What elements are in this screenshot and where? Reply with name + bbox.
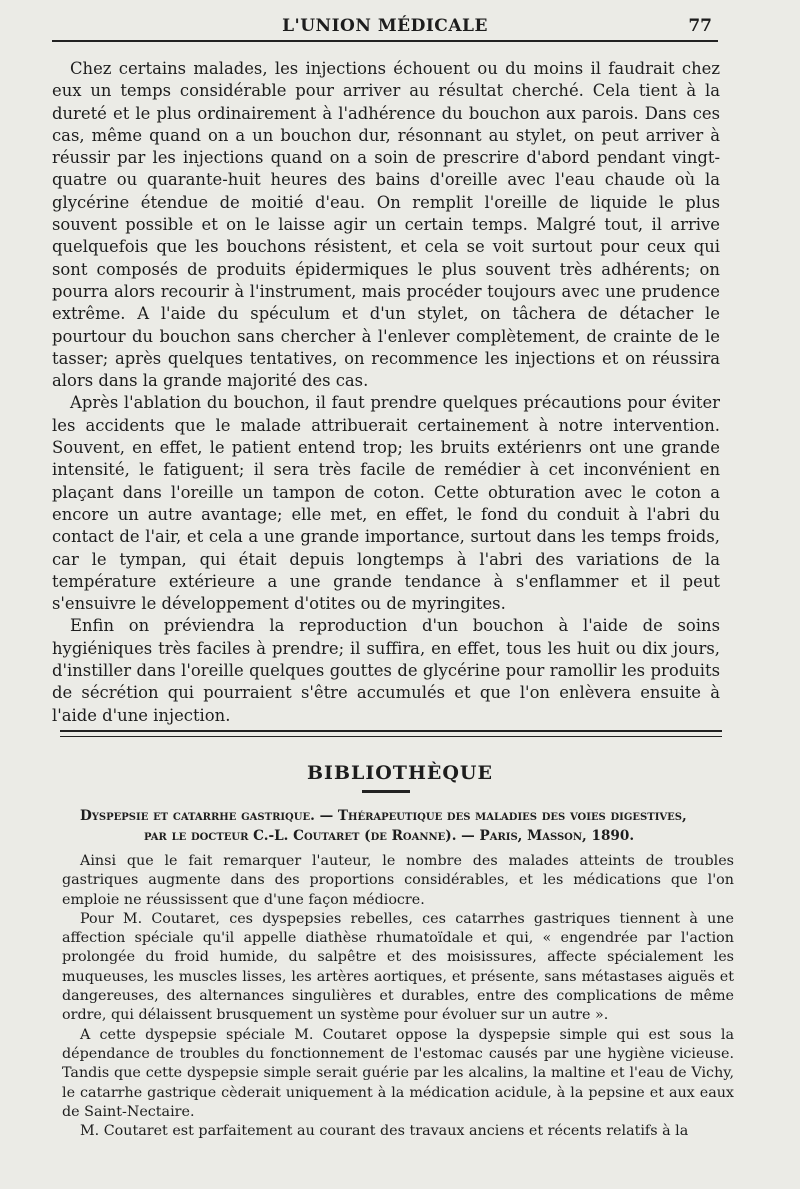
body-paragraph: Enfin on préviendra la reproduction d'un bouchon à l'aide de soins hygiéniques très faciles à prendre; il suffira, en effet, tous les huit ou dix jours, d'instiller dans l'oreille quelques gouttes de glycérine pour ramollir les produits de sécrétion qui pourraient s'être accumulés et que l'on enlèvera ensuite à l'aide d'une injection. (52, 616, 720, 725)
citation-author: par le docteur C.-L. Coutaret (de Roanne). — Paris, Masson, 1890. (144, 828, 635, 844)
review-paragraph: M. Coutaret est parfaitement au courant des travaux anciens et récents relatifs à la (80, 1123, 689, 1140)
review-paragraph: Pour M. Coutaret, ces dyspepsies rebelles, ces catarrhes gastriques tiennent à une affection spéciale qu'il appelle diathèse rhumatoïdale et qui, « engendrée par l'action prolongée du froid humide, du salpêtre et des moisissures, affecte spécialement les muqueuses, les muscles lisses, les artères aortiques, et présente, sans métastases aiguës et dangereuses, des alternances singulières et durables, entre des complications de même ordre, qui délaissent brusquement un système pour évoluer sur un autre ». (62, 910, 734, 1024)
review-paragraph: Ainsi que le fait remarquer l'auteur, le nombre des malades atteints de troubles gastriques augmente dans des proportions considérables, et les médications que l'on emploie ne réussissent que d'une façon médiocre. (62, 853, 734, 908)
book-citation (80, 806, 720, 846)
page-number: 77 (688, 16, 712, 36)
review-paragraph: A cette dyspepsie spéciale M. Coutaret oppose la dyspepsie simple qui est sous la dépendance de troubles du fonctionnement de l'estomac causés par une hygiène vicieuse. Tandis que cette dyspepsie simple serait guérie par les alcalins, la maltine et l'eau de Vichy, le catarrhe gastrique cèderait uniquement à la médication acidule, à la pepsine et aux eaux de Saint-Nectaire. (62, 1026, 734, 1120)
section-divider (60, 730, 722, 737)
book-review (62, 852, 734, 1141)
page-header (52, 14, 718, 42)
running-title: L'UNION MÉDICALE (282, 16, 488, 36)
article-body (52, 58, 720, 727)
citation-title: Dyspepsie et catarrhe gastrique. — Thérapeutique des maladies des voies digestives, (80, 808, 687, 824)
body-paragraph: Après l'ablation du bouchon, il faut prendre quelques précautions pour éviter les accidents que le malade attribuerait certainement à notre intervention. Souvent, en effet, le patient entend trop; les bruits extérienrs ont une grande intensité, le fatiguent; il sera très facile de remédier à cet inconvénient en plaçant dans l'oreille un tampon de coton. Cette obturation avec le coton a encore un autre avantage; elle met, en effet, le fond du conduit à l'abri du contact de l'air, et cela a une grande importance, surtout dans les temps froids, car le tympan, qui était depuis longtemps à l'abri des variations de la température extérieure a une grande tendance à s'enflammer et il peut s'ensuivre le développement d'otites ou de myringites. (52, 393, 720, 614)
section-heading: BIBLIOTHÈQUE (307, 762, 493, 784)
heading-underline (362, 790, 410, 793)
body-paragraph: Chez certains malades, les injections échouent ou du moins il faudrait chez eux un temps considérable pour arriver au résultat cherché. Cela tient à la dureté et le plus ordinairement à l'adhérence du bouchon aux parois. Dans ces cas, même quand on a un bouchon dur, résonnant au stylet, on peut arriver à réussir par les injections quand on a soin de prescrire d'abord pendant vingt-quatre ou quarante-huit heures des bains d'oreille avec l'eau chaude où la glycérine étendue de moitié d'eau. On remplit l'oreille de liquide le plus souvent possible et on le laisse agir un certain temps. Malgré tout, il arrive quelquefois que les bouchons résistent, et cela se voit surtout pour ceux qui sont composés de produits épidermiques le plus souvent très adhérents; on pourra alors recourir à l'instrument, mais procéder toujours avec une prudence extrême. A l'aide du spéculum et d'un stylet, on tâchera de détacher le pourtour du bouchon sans chercher à l'enlever complètement, de crainte de le tasser; après quelques tentatives, on recommence les injections et on réussira alors dans la grande majorité des cas. (52, 59, 720, 391)
